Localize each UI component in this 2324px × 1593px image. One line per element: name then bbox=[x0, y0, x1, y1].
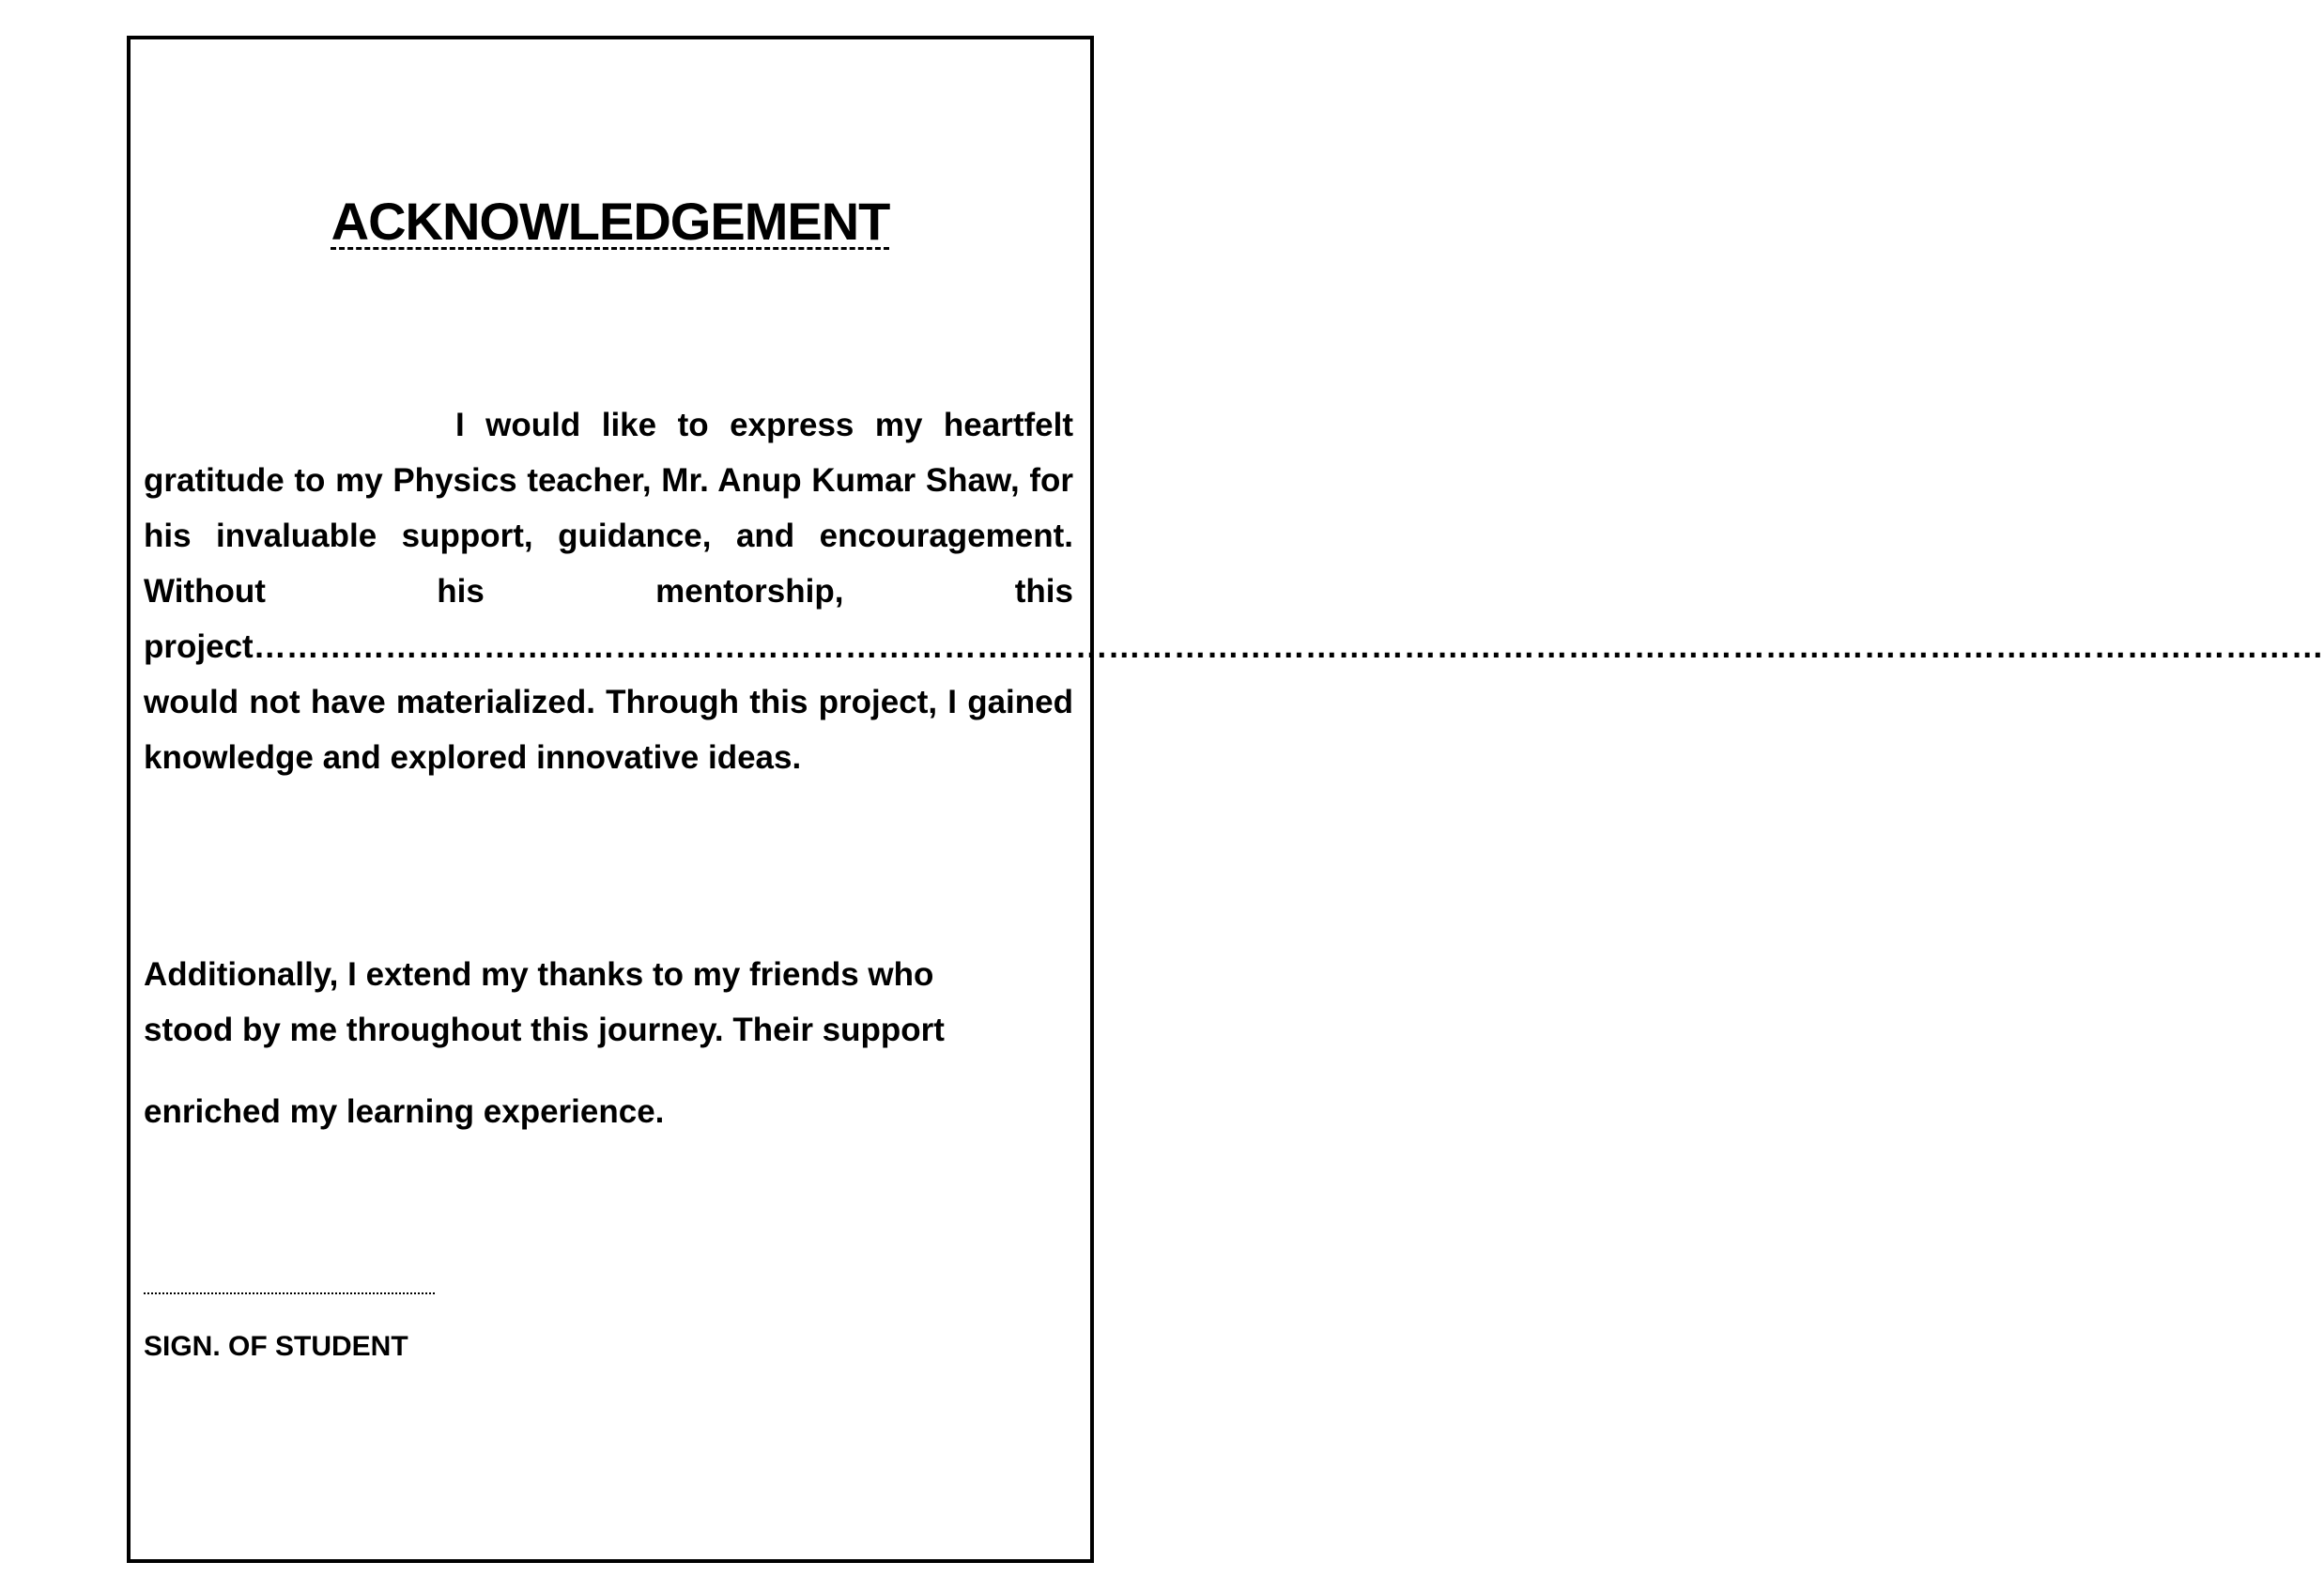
paragraph-thanks-line-3: enriched my learning experience. bbox=[144, 1093, 665, 1130]
signature-label: SIGN. OF STUDENT bbox=[144, 1331, 408, 1362]
page-title-text: ACKNOWLEDGEMENT bbox=[331, 191, 890, 251]
paragraph-gratitude bbox=[144, 397, 2324, 785]
paragraph-thanks-line-1: Additionally, I extend my thanks to my friends who bbox=[144, 956, 934, 993]
paragraph-thanks-line-2: stood by me throughout this journey. Their support bbox=[144, 1012, 945, 1048]
paragraph-gratitude-text: I would like to express my heartfelt gratitude to my Physics teacher, Mr. Anup Kumar Shaw, for his invaluable support, guidance, and encouragement. Without his mentorship, this project……………………………………………………………………………………………………………………………………………………………………… would not have materialized. Through this project, I gained knowledge and explored innovative ideas. bbox=[144, 407, 2324, 776]
signature-line bbox=[144, 1292, 435, 1294]
page-title bbox=[0, 191, 1221, 251]
paragraph-thanks bbox=[144, 947, 1073, 1139]
